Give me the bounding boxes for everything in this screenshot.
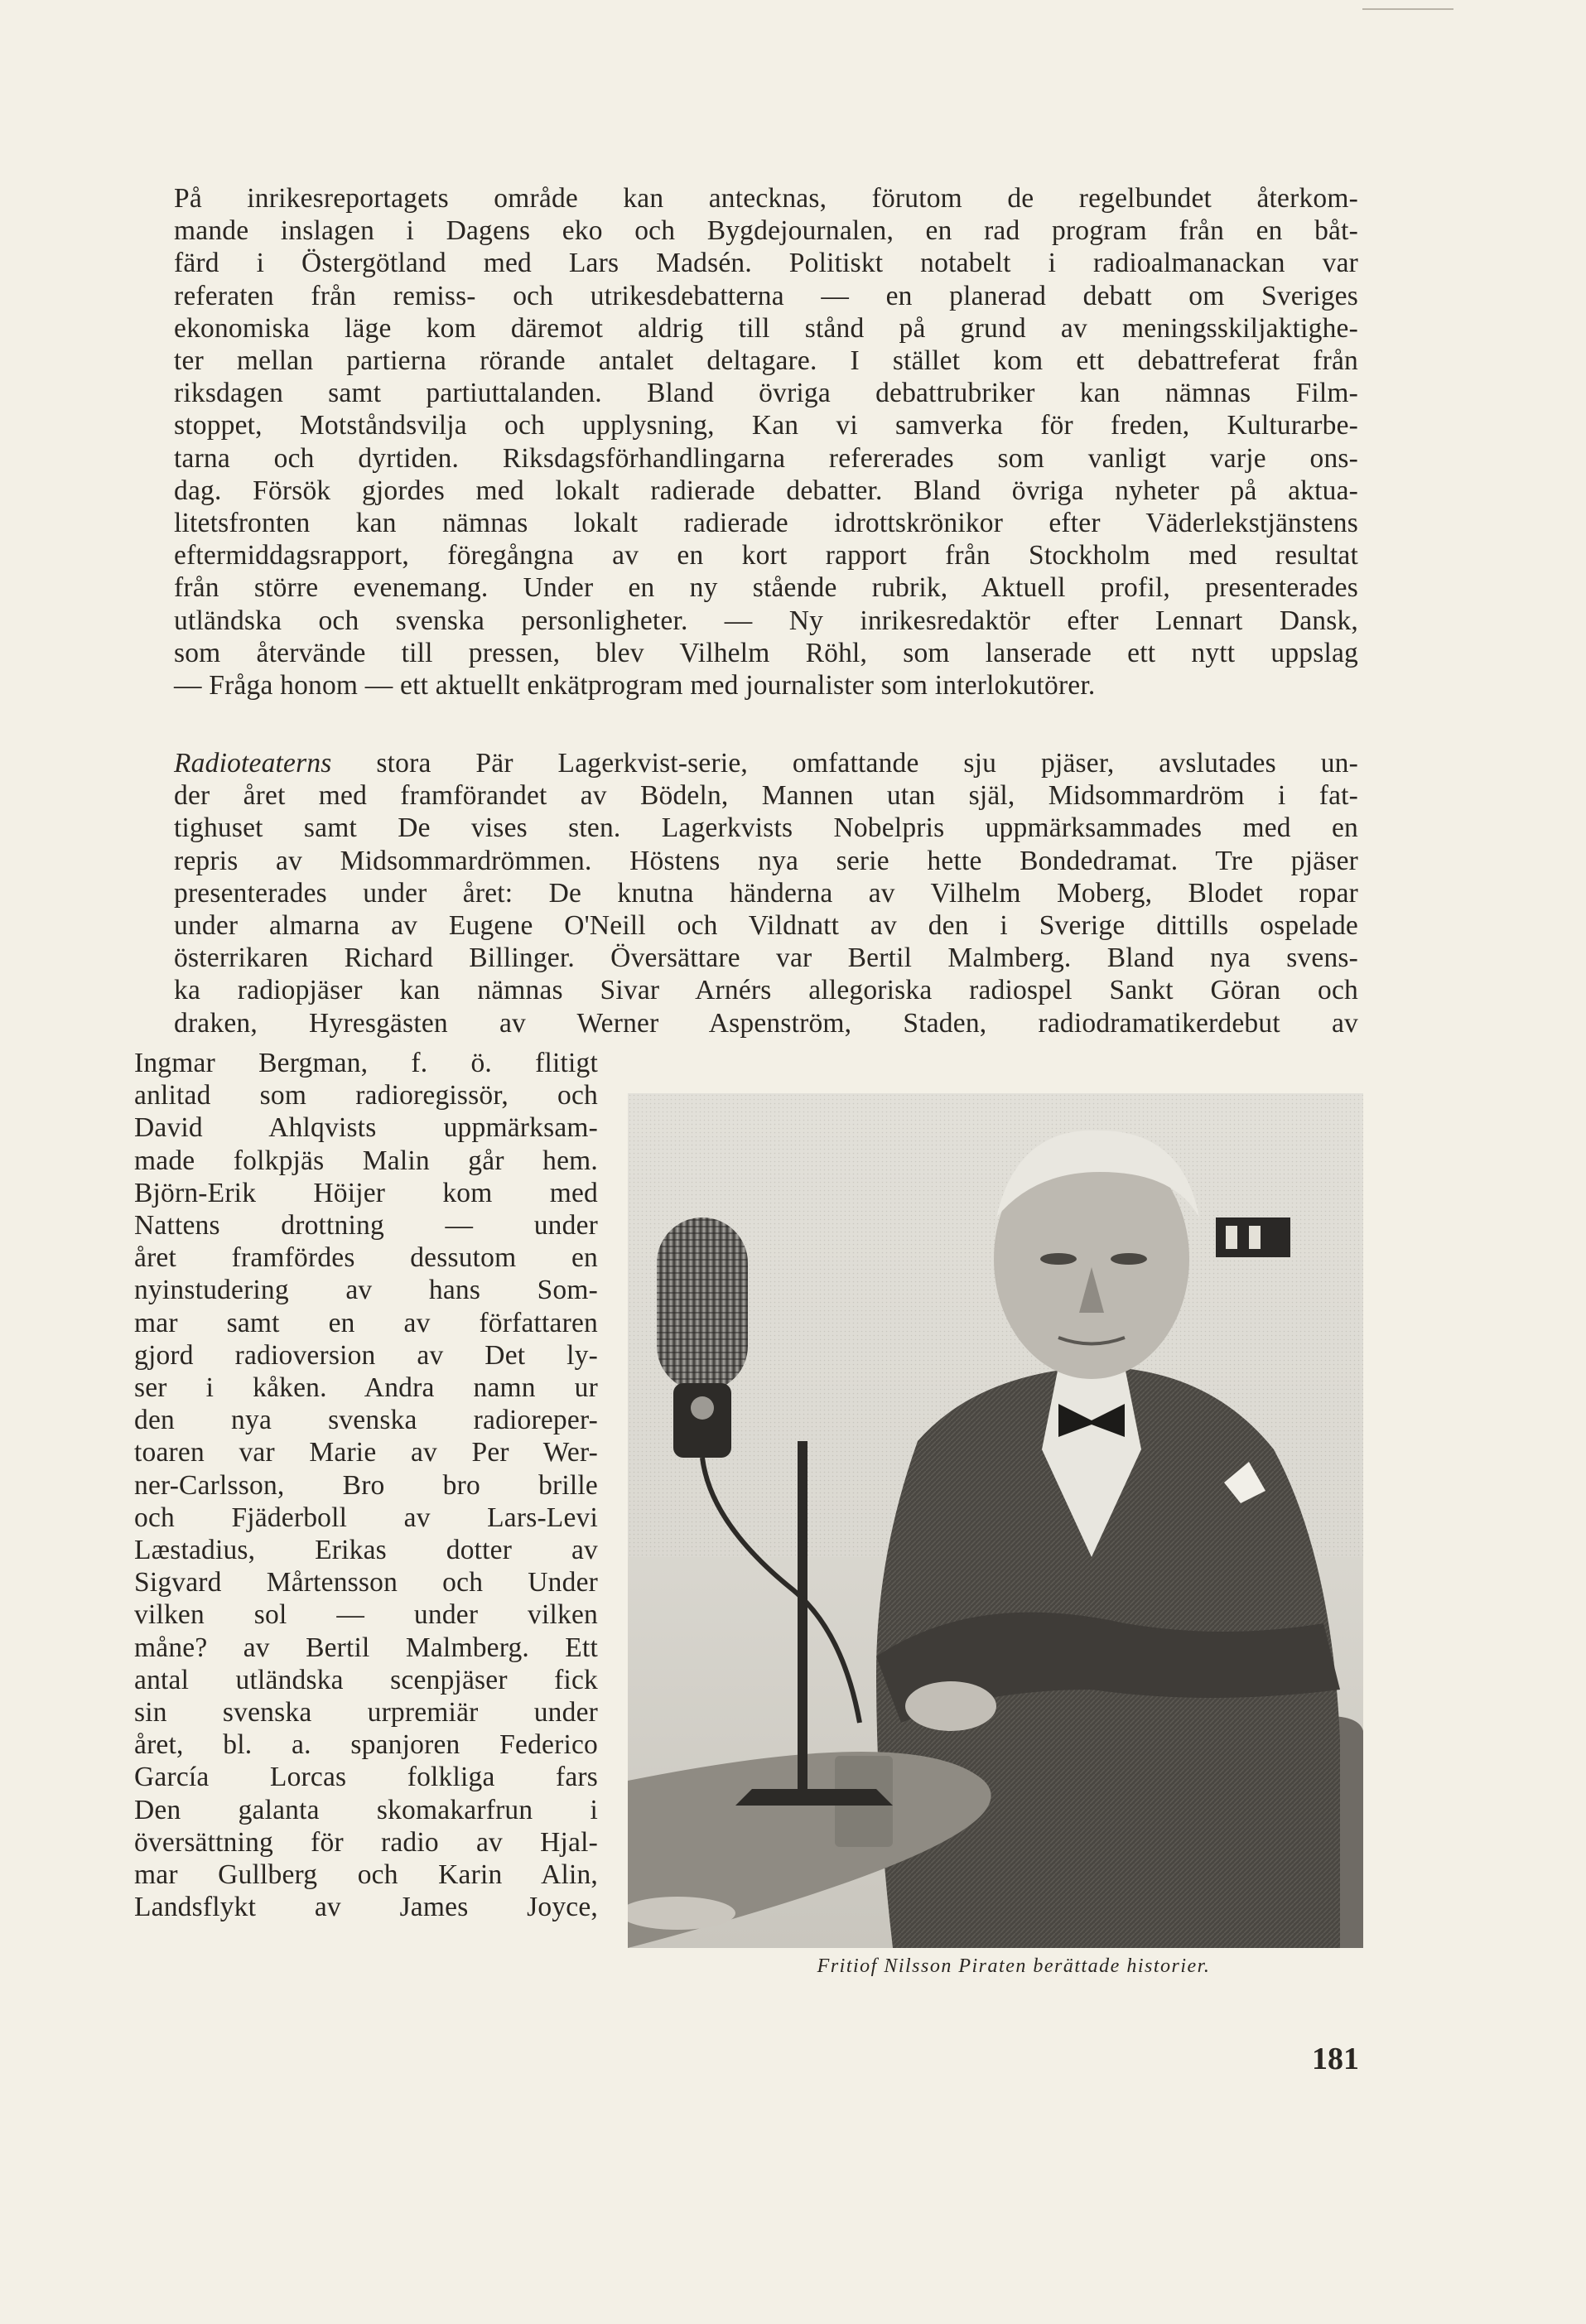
text-line: Nattens drottning — under bbox=[134, 1210, 598, 1242]
text-line: sin svenska urpremiär under bbox=[134, 1697, 598, 1729]
text-line: som återvände till pressen, blev Vilhelm Röhl, som lanserade ett nytt uppslag bbox=[174, 637, 1358, 668]
text-line: presenterades under året: De knutna händerna av Vilhelm Moberg, Blodet ropar bbox=[174, 877, 1358, 909]
text-line: riksdagen samt partiuttalanden. Bland övriga debattrubriker kan nämnas Film- bbox=[174, 378, 1358, 409]
paragraph-domestic-reporting bbox=[174, 182, 1358, 702]
text-line: utländska och svenska personligheter. — Ny inrikesredaktör efter Lennart Dansk, bbox=[174, 605, 1358, 636]
text-line: Björn-Erik Höijer kom med bbox=[134, 1177, 598, 1208]
text-line: David Ahlqvists uppmärksam- bbox=[134, 1112, 598, 1144]
text-line: referaten från remiss- och utrikesdebatterna — en planerad debatt om Sveriges bbox=[174, 280, 1358, 311]
text-line: måne? av Bertil Malmberg. Ett bbox=[134, 1632, 598, 1663]
text-line: Sigvard Mårtensson och Under bbox=[134, 1567, 598, 1598]
text-line: antal utländska scenpjäser fick bbox=[134, 1664, 598, 1695]
microphone-icon bbox=[657, 1217, 748, 1391]
text-line: från större evenemang. Under en ny stående rubrik, Aktuell profil, presenterades bbox=[174, 572, 1358, 604]
text-line: Læstadius, Erikas dotter av bbox=[134, 1535, 598, 1566]
text-line: färd i Östergötland med Lars Madsén. Politiskt notabelt i radioalmanackan var bbox=[174, 248, 1358, 279]
microphone-stand bbox=[798, 1441, 807, 1789]
text-line: året, bl. a. spanjoren Federico bbox=[134, 1729, 598, 1761]
text-line: repris av Midsommardrömmen. Höstens nya serie hette Bondedramat. Tre pjäser bbox=[174, 845, 1358, 876]
text-line: Landsflykt av James Joyce, bbox=[134, 1892, 598, 1923]
text-line: ter mellan partierna rörande antalet deltagare. I stället kom ett debattreferat från bbox=[174, 345, 1358, 377]
text-line: ser i kåken. Andra namn ur bbox=[134, 1372, 598, 1404]
text-line: dag. Försök gjordes med lokalt radierade debatter. Bland övriga nyheter på aktua- bbox=[174, 475, 1358, 506]
text-line: Ingmar Bergman, f. ö. flitigt bbox=[134, 1048, 598, 1078]
text-line: Den galanta skomakarfrun i bbox=[134, 1794, 598, 1825]
text-line: stoppet, Motståndsvilja och upplysning, Kan vi samverka för freden, Kulturarbe- bbox=[174, 410, 1358, 441]
paragraph-column-continued bbox=[134, 1047, 598, 1923]
edge-mark bbox=[1362, 8, 1453, 10]
text-line: ka radiopjäser kan nämnas Sivar Arnérs allegoriska radiospel Sankt Göran och bbox=[174, 975, 1358, 1006]
text-line: ner-Carlsson, Bro bro brille bbox=[134, 1469, 598, 1501]
text-line: eftermiddagsrapport, föregångna av en kort rapport från Stockholm med resultat bbox=[174, 540, 1358, 571]
text-line bbox=[174, 747, 1358, 779]
text-line: gjord radioversion av Det ly- bbox=[134, 1339, 598, 1371]
text-line: anlitad som radioregissör, och bbox=[134, 1080, 598, 1111]
photo-caption: Fritiof Nilsson Piraten berättade historier. bbox=[817, 1955, 1211, 1977]
text-line: García Lorcas folkliga fars bbox=[134, 1762, 598, 1793]
text-fragment: stora Pär Lagerkvist-serie, omfattande sju pjäser, avslutades un- bbox=[331, 748, 1358, 779]
text-line: mande inslagen i Dagens eko och Bygdejournalen, en rad program från en båt- bbox=[174, 215, 1358, 247]
text-line: och Fjäderboll av Lars-Levi bbox=[134, 1502, 598, 1533]
text-line: der året med framförandet av Bödeln, Mannen utan själ, Midsommardröm i fat- bbox=[174, 780, 1358, 812]
text-line: översättning för radio av Hjal- bbox=[134, 1826, 598, 1858]
paragraph-radio-theatre bbox=[174, 747, 1358, 1039]
text-line: tighuset samt De vises sten. Lagerkvists Nobelpris uppmärksammades med en bbox=[174, 812, 1358, 844]
text-line: litetsfronten kan nämnas lokalt radierade idrottskrönikor efter Väderlekstjänstens bbox=[174, 508, 1358, 539]
text-line: draken, Hyresgästen av Werner Aspenström, Staden, radiodramatikerdebut av bbox=[174, 1007, 1358, 1039]
text-line: den nya svenska radioreper- bbox=[134, 1405, 598, 1436]
text-line: På inrikesreportagets område kan antecknas, förutom de regelbundet återkom- bbox=[174, 183, 1358, 214]
text-line: mar Gullberg och Karin Alin, bbox=[134, 1859, 598, 1891]
text-line: mar samt en av författaren bbox=[134, 1307, 598, 1338]
photo-man-with-microphone bbox=[628, 1093, 1363, 1948]
text-line: — Fråga honom — ett aktuellt enkätprogram med journalister som interlokutörer. bbox=[174, 670, 1096, 702]
text-line: österrikaren Richard Billinger. Översättare var Bertil Malmberg. Bland nya svens- bbox=[174, 943, 1358, 974]
text-line: tarna och dyrtiden. Riksdagsförhandlingarna refererades som vanligt varje ons- bbox=[174, 442, 1358, 474]
text-line: made folkpjäs Malin går hem. bbox=[134, 1145, 598, 1176]
text-line: året framfördes dessutom en bbox=[134, 1242, 598, 1274]
page-number: 181 bbox=[1312, 2042, 1359, 2076]
text-line: ekonomiska läge kom däremot aldrig till stånd på grund av meningsskiljaktighe- bbox=[174, 312, 1358, 344]
text-line: under almarna av Eugene O'Neill och Vildnatt av den i Sverige dittills ospelade bbox=[174, 910, 1358, 942]
hand bbox=[905, 1681, 996, 1731]
text-line: vilken sol — under vilken bbox=[134, 1599, 598, 1631]
text-line: nyinstudering av hans Som- bbox=[134, 1275, 598, 1306]
microphone-base bbox=[735, 1789, 893, 1806]
lead-word: Radioteaterns bbox=[174, 748, 332, 779]
text-line: toaren var Marie av Per Wer- bbox=[134, 1437, 598, 1468]
